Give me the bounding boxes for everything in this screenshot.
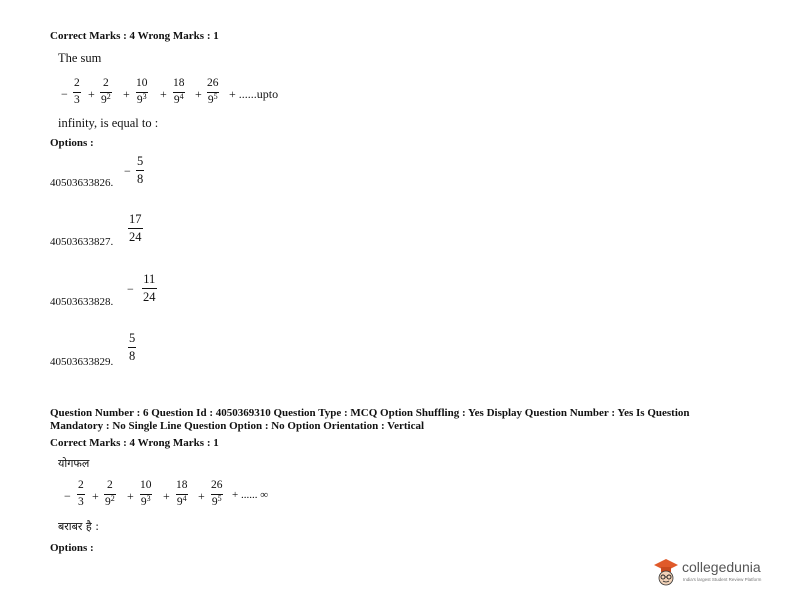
q6-term-4: $\frac{18}{9^4}$ [176, 479, 188, 508]
q6-header-line-2: Mandatory : No Single Line Question Option : No Option Orientation : Vertical [50, 420, 425, 432]
q5-outro: infinity, is equal to : [58, 116, 159, 130]
q5-series-tail: + ......upto [229, 87, 279, 101]
option-3-fraction: $\frac{11}{24}$ [143, 272, 156, 304]
logo-tagline: India's largest Student Review Platform [683, 577, 762, 582]
q6-marks: Correct Marks : 4 Wrong Marks : 1 [50, 437, 219, 449]
option-3-id: 40503633828. [50, 296, 114, 308]
q6-options-label: Options : [50, 542, 94, 554]
logo-brand: collegedunia [682, 559, 761, 575]
option-1-id: 40503633826. [50, 177, 114, 189]
q5-term-3: $\frac{10}{9^3}$ [136, 77, 148, 106]
q6-outro: बराबर है : [58, 520, 99, 533]
option-1-fraction: $\frac{5}{8}$ [137, 154, 144, 186]
q6-plus-3: + [163, 489, 170, 503]
q6-term-5: $\frac{26}{9^5}$ [211, 479, 223, 508]
q6-plus-4: + [198, 489, 205, 503]
q5-marks: Correct Marks : 4 Wrong Marks : 1 [50, 30, 219, 42]
q6-series-tail: + ...... ∞ [232, 489, 269, 501]
q5-intro: The sum [58, 51, 102, 65]
q6-series-lead-sign: − [64, 489, 71, 503]
q5-plus-1: + [88, 87, 95, 101]
q6-plus-2: + [127, 489, 134, 503]
q6-plus-1: + [92, 489, 99, 503]
option-3-sign: − [127, 282, 134, 296]
q6-term-1: $\frac{2}{3}$ [78, 479, 84, 508]
q5-term-1: $\frac{2}{3}$ [74, 77, 80, 106]
graduate-cap-icon [652, 555, 680, 589]
q6-term-2: $\frac{2}{9^2}$ [105, 479, 115, 508]
option-2-fraction: $\frac{17}{24}$ [129, 212, 142, 244]
option-4-id: 40503633829. [50, 356, 114, 368]
q6-header-line-1: Question Number : 6 Question Id : 4050369310 Question Type : MCQ Option Shuffling : Yes Display Question Number : Yes Is Question [50, 407, 690, 419]
q5-term-4: $\frac{18}{9^4}$ [173, 77, 185, 106]
q5-term-5: $\frac{26}{9^5}$ [207, 77, 219, 106]
q5-plus-3: + [160, 87, 167, 101]
collegedunia-logo [652, 555, 772, 591]
q5-options-label: Options : [50, 137, 94, 149]
option-1-sign: − [124, 164, 131, 178]
q5-series-lead-sign: − [61, 87, 68, 101]
q5-plus-2: + [123, 87, 130, 101]
q6-intro: योगफल [58, 457, 90, 470]
q6-term-3: $\frac{10}{9^3}$ [140, 479, 152, 508]
q5-plus-4: + [195, 87, 202, 101]
q5-term-2: $\frac{2}{9^2}$ [101, 77, 111, 106]
option-2-id: 40503633827. [50, 236, 114, 248]
option-4-fraction: $\frac{5}{8}$ [129, 331, 136, 363]
